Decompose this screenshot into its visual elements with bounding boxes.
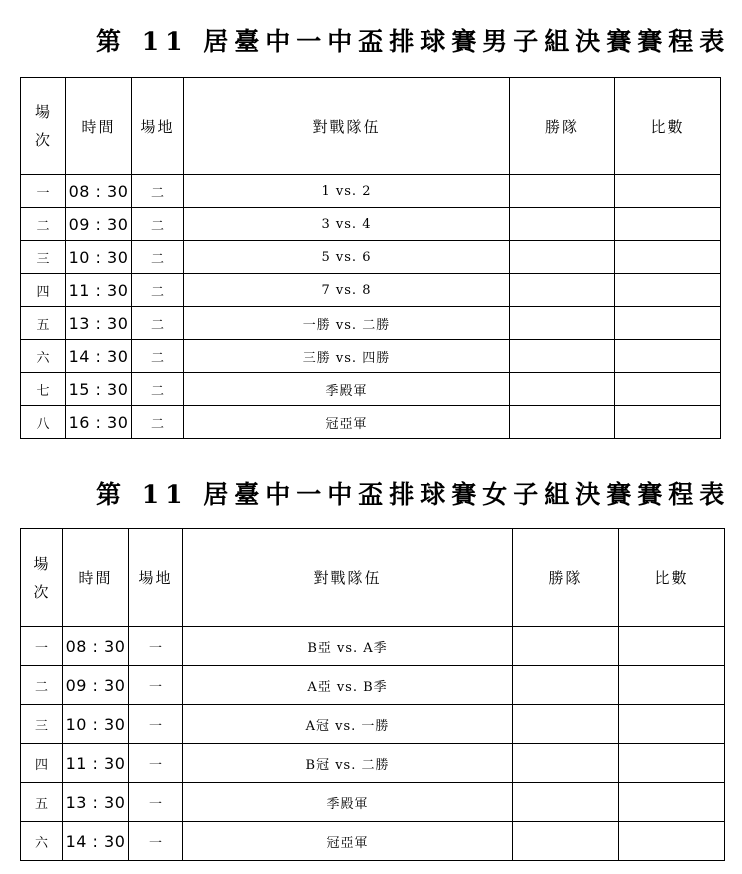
- match-cell: 1 vs. 2: [184, 175, 510, 208]
- table-row: [21, 274, 721, 307]
- winner-cell: [513, 627, 619, 666]
- time-cell: 08 : 30: [63, 627, 129, 666]
- game-cell: 三: [21, 241, 66, 274]
- game-cell: 七: [21, 373, 66, 406]
- men-schedule-table: [20, 77, 721, 439]
- match-cell: 7 vs. 8: [184, 274, 510, 307]
- header-game: 場次: [21, 529, 63, 627]
- header-venue: 場地: [129, 529, 183, 627]
- time-cell: 08 : 30: [66, 175, 132, 208]
- header-score: 比數: [615, 78, 721, 175]
- table-row: [21, 241, 721, 274]
- women-schedule-table: [20, 528, 725, 861]
- match-cell: 季殿軍: [184, 373, 510, 406]
- table-row: [21, 705, 725, 744]
- score-cell: [615, 175, 721, 208]
- header-venue: 場地: [132, 78, 184, 175]
- winner-cell: [513, 744, 619, 783]
- header-time: 時間: [63, 529, 129, 627]
- winner-cell: [513, 783, 619, 822]
- venue-cell: 一: [129, 744, 183, 783]
- table-row: [21, 627, 725, 666]
- match-cell: A冠 vs. 一勝: [183, 705, 513, 744]
- venue-cell: 二: [132, 340, 184, 373]
- game-cell: 一: [21, 627, 63, 666]
- score-cell: [619, 783, 725, 822]
- venue-cell: 一: [129, 783, 183, 822]
- game-cell: 六: [21, 340, 66, 373]
- winner-cell: [513, 705, 619, 744]
- score-cell: [615, 241, 721, 274]
- venue-cell: 一: [129, 822, 183, 861]
- game-cell: 四: [21, 274, 66, 307]
- header-match: 對戰隊伍: [183, 529, 513, 627]
- score-cell: [619, 822, 725, 861]
- women-schedule-body: [21, 627, 725, 861]
- table-row: [21, 406, 721, 439]
- game-cell: 五: [21, 307, 66, 340]
- time-cell: 13 : 30: [66, 307, 132, 340]
- match-cell: B亞 vs. A季: [183, 627, 513, 666]
- venue-cell: 二: [132, 307, 184, 340]
- header-match: 對戰隊伍: [184, 78, 510, 175]
- venue-cell: 二: [132, 241, 184, 274]
- winner-cell: [510, 208, 615, 241]
- time-cell: 16 : 30: [66, 406, 132, 439]
- venue-cell: 一: [129, 705, 183, 744]
- match-cell: 冠亞軍: [184, 406, 510, 439]
- game-cell: 二: [21, 666, 63, 705]
- time-cell: 13 : 30: [63, 783, 129, 822]
- venue-cell: 一: [129, 627, 183, 666]
- match-cell: 季殿軍: [183, 783, 513, 822]
- winner-cell: [513, 666, 619, 705]
- time-cell: 14 : 30: [63, 822, 129, 861]
- venue-cell: 二: [132, 406, 184, 439]
- score-cell: [615, 406, 721, 439]
- table-row: [21, 373, 721, 406]
- game-cell: 六: [21, 822, 63, 861]
- table-header-row: [21, 78, 721, 175]
- venue-cell: 二: [132, 274, 184, 307]
- header-score: 比數: [619, 529, 725, 627]
- venue-cell: 二: [132, 373, 184, 406]
- winner-cell: [510, 373, 615, 406]
- score-cell: [619, 705, 725, 744]
- venue-cell: 一: [129, 666, 183, 705]
- score-cell: [619, 666, 725, 705]
- time-cell: 09 : 30: [66, 208, 132, 241]
- men-schedule-title: 第 11 居臺中一中盃排球賽男子組決賽賽程表: [96, 27, 731, 56]
- game-cell: 一: [21, 175, 66, 208]
- header-time: 時間: [66, 78, 132, 175]
- time-cell: 10 : 30: [66, 241, 132, 274]
- match-cell: A亞 vs. B季: [183, 666, 513, 705]
- table-row: [21, 783, 725, 822]
- table-row: [21, 340, 721, 373]
- header-winner: 勝隊: [510, 78, 615, 175]
- time-cell: 11 : 30: [66, 274, 132, 307]
- score-cell: [615, 307, 721, 340]
- winner-cell: [510, 307, 615, 340]
- match-cell: 3 vs. 4: [184, 208, 510, 241]
- winner-cell: [513, 822, 619, 861]
- game-cell: 三: [21, 705, 63, 744]
- game-cell: 二: [21, 208, 66, 241]
- header-game: 場次: [21, 78, 66, 175]
- winner-cell: [510, 340, 615, 373]
- time-cell: 10 : 30: [63, 705, 129, 744]
- women-schedule-title: 第 11 居臺中一中盃排球賽女子組決賽賽程表: [96, 480, 731, 509]
- match-cell: 三勝 vs. 四勝: [184, 340, 510, 373]
- match-cell: 5 vs. 6: [184, 241, 510, 274]
- game-cell: 四: [21, 744, 63, 783]
- table-row: [21, 208, 721, 241]
- winner-cell: [510, 241, 615, 274]
- time-cell: 11 : 30: [63, 744, 129, 783]
- score-cell: [615, 373, 721, 406]
- game-cell: 八: [21, 406, 66, 439]
- time-cell: 14 : 30: [66, 340, 132, 373]
- table-row: [21, 307, 721, 340]
- men-schedule-body: [21, 175, 721, 439]
- time-cell: 09 : 30: [63, 666, 129, 705]
- score-cell: [615, 340, 721, 373]
- score-cell: [615, 274, 721, 307]
- match-cell: 一勝 vs. 二勝: [184, 307, 510, 340]
- table-row: [21, 744, 725, 783]
- table-header-row: [21, 529, 725, 627]
- table-row: [21, 666, 725, 705]
- winner-cell: [510, 406, 615, 439]
- winner-cell: [510, 175, 615, 208]
- match-cell: B冠 vs. 二勝: [183, 744, 513, 783]
- venue-cell: 二: [132, 208, 184, 241]
- winner-cell: [510, 274, 615, 307]
- score-cell: [619, 627, 725, 666]
- score-cell: [619, 744, 725, 783]
- table-row: [21, 822, 725, 861]
- score-cell: [615, 208, 721, 241]
- header-winner: 勝隊: [513, 529, 619, 627]
- time-cell: 15 : 30: [66, 373, 132, 406]
- game-cell: 五: [21, 783, 63, 822]
- venue-cell: 二: [132, 175, 184, 208]
- match-cell: 冠亞軍: [183, 822, 513, 861]
- table-row: [21, 175, 721, 208]
